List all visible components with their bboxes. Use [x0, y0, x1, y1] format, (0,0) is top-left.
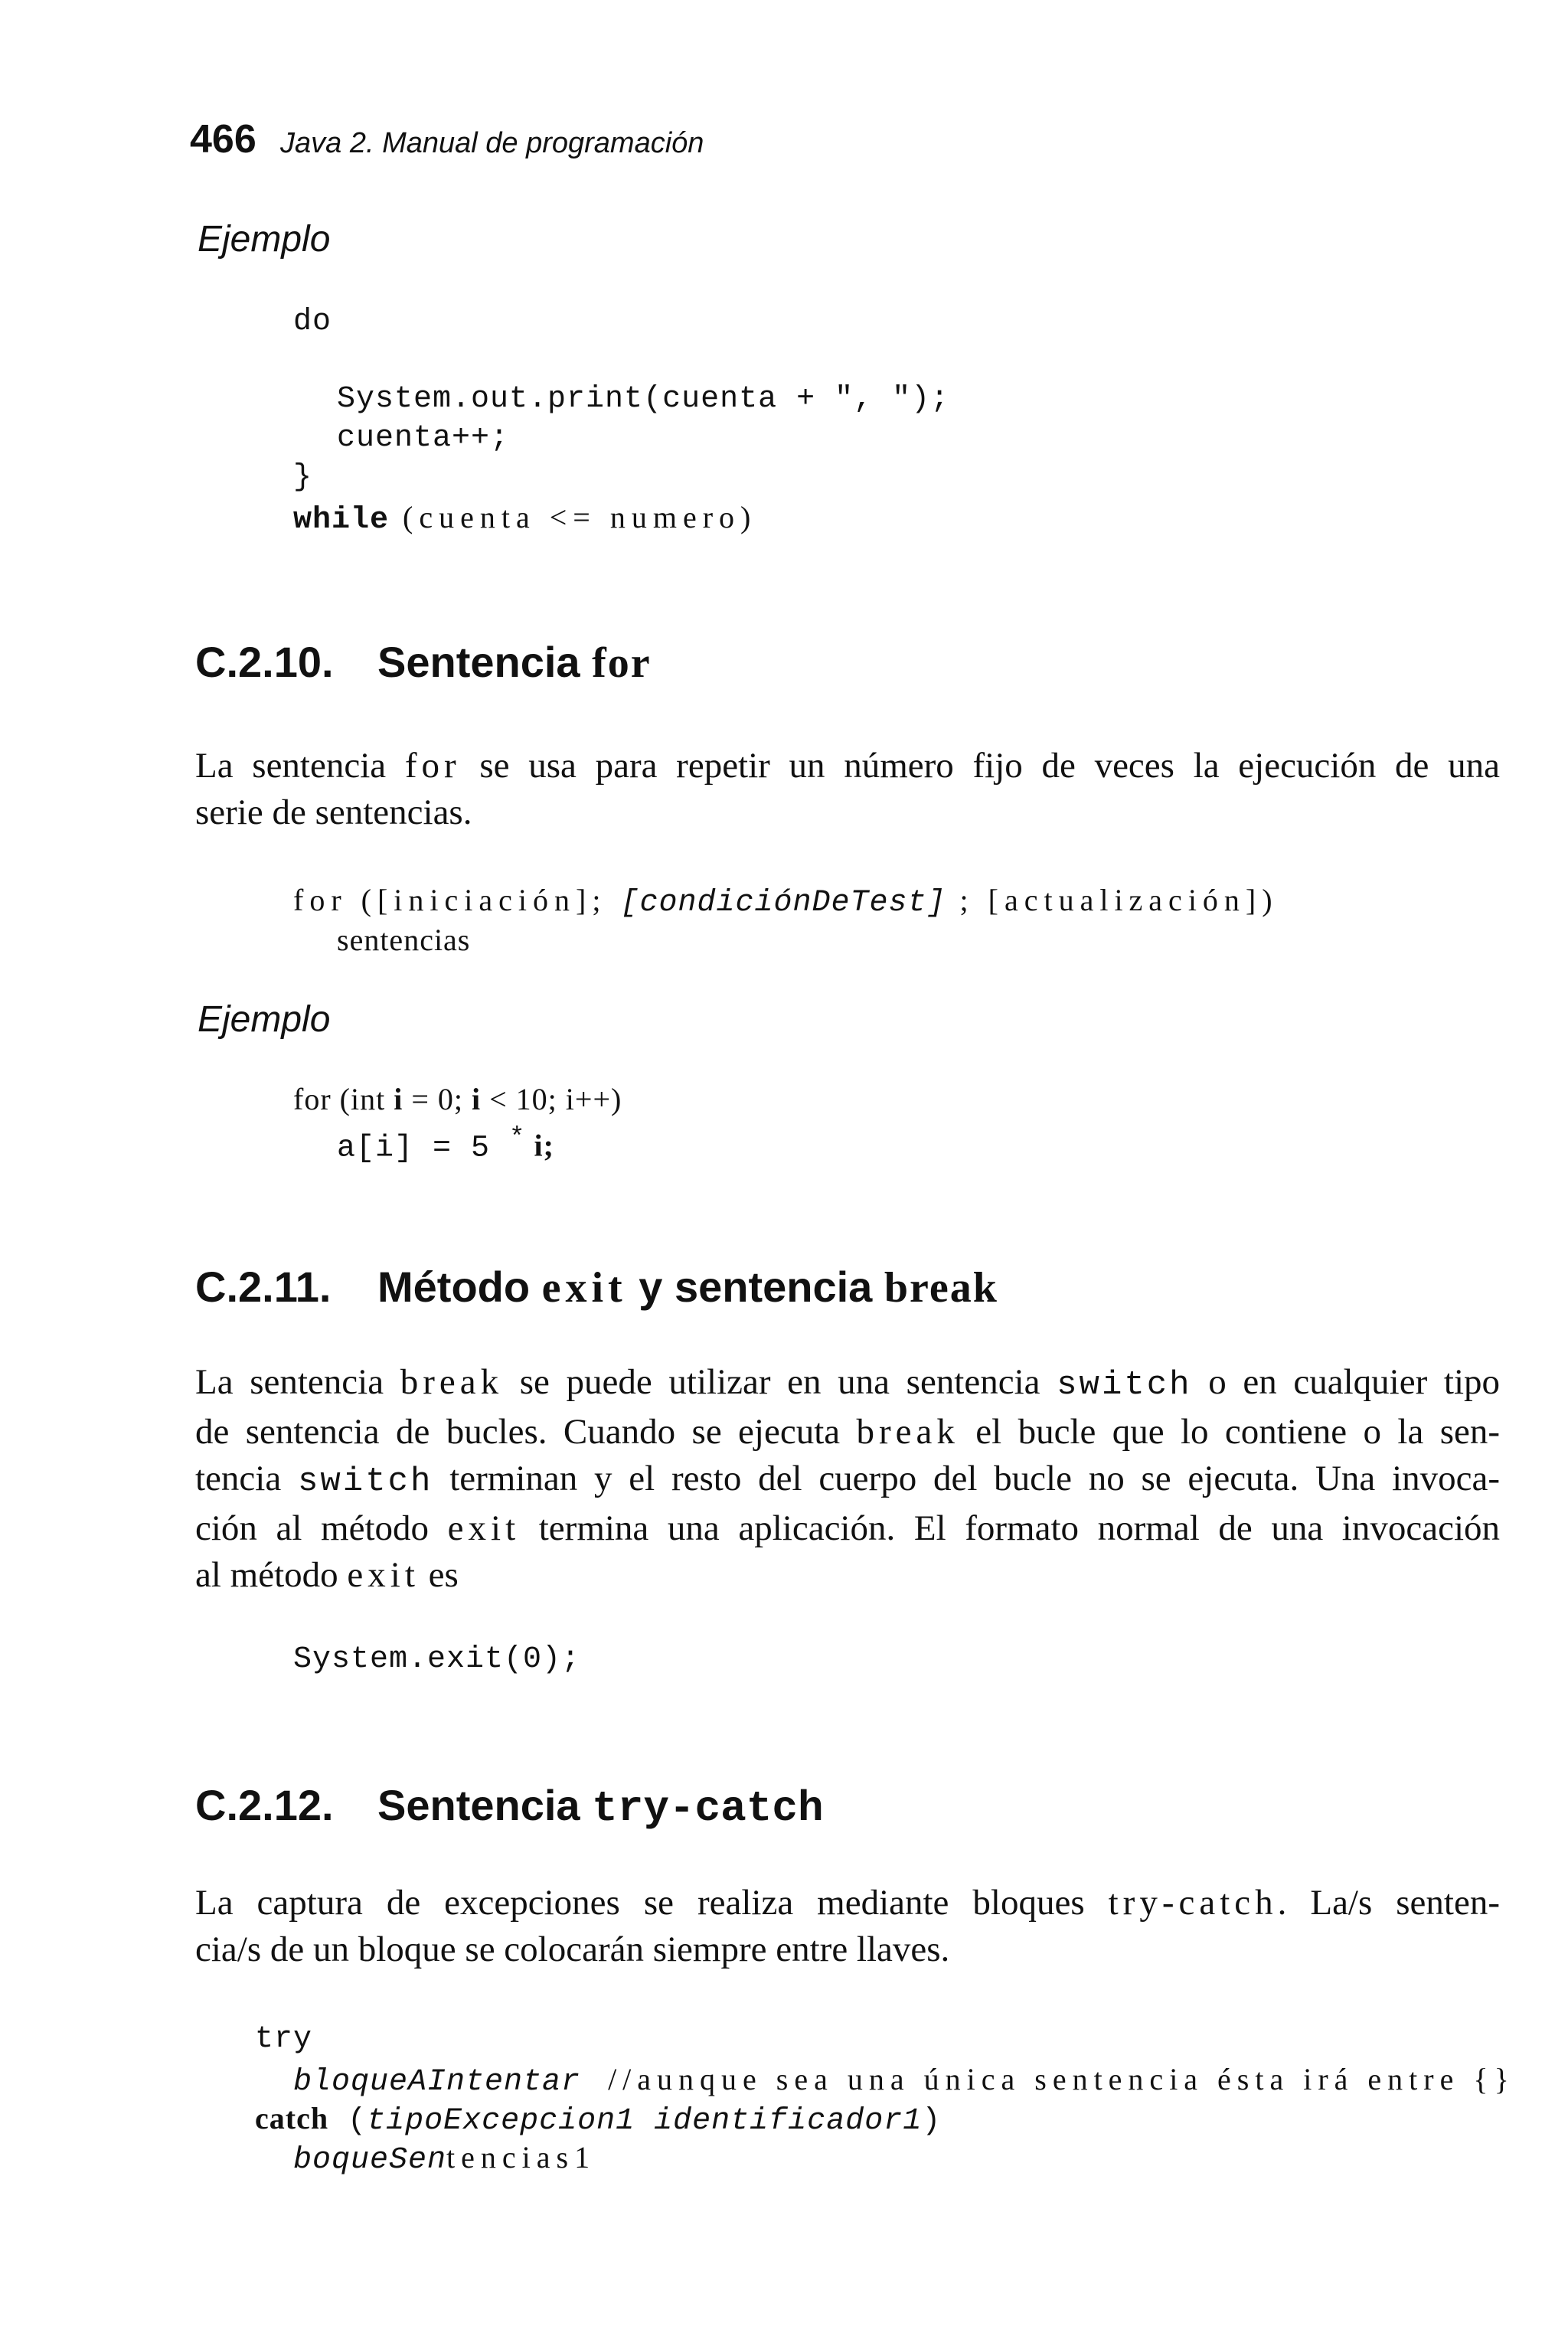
paragraph-exit: [195, 1359, 1500, 1599]
section-keyword: exit: [541, 1264, 627, 1312]
code-line: a[i] = 5 * i;: [337, 1124, 554, 1166]
paragraph-line: serie de sentencias.: [195, 792, 472, 832]
section-keyword: break: [884, 1264, 998, 1312]
section-keyword: try-catch: [592, 1784, 824, 1833]
code-line: boqueSentencias1: [293, 2140, 596, 2178]
section-number: C.2.12.: [195, 1781, 334, 1829]
paragraph-line: ción al método exit termina una aplicación. El formato normal de una invocación: [195, 1508, 1500, 1548]
section-title: y sentencia: [626, 1263, 884, 1311]
section-number: C.2.10.: [195, 638, 334, 686]
example-label: Ejemplo: [198, 219, 331, 260]
paragraph-for: [195, 743, 1500, 836]
code-line: System.out.print(cuenta + ", ");: [337, 382, 950, 417]
section-title: Método: [377, 1263, 542, 1311]
page-number: 466: [190, 117, 256, 162]
running-title: Java 2. Manual de programación: [280, 127, 704, 159]
section-keyword: for: [592, 639, 652, 687]
code-line: try: [255, 2022, 313, 2057]
example-label: Ejemplo: [198, 999, 331, 1040]
code-line: }: [293, 460, 313, 495]
code-line: bloqueAIntentar //aunque sea una única sentencia ésta irá entre {}: [293, 2062, 1515, 2099]
paragraph-line: La sentencia break se puede utilizar en una sentencia switch o en cualquier tipo: [195, 1362, 1500, 1404]
section-heading-try-catch: [195, 1780, 824, 1833]
paragraph-line: La captura de excepciones se realiza mediante bloques try-catch. La/s senten-: [195, 1883, 1500, 1923]
paragraph-line: La sentencia for se usa para repetir un número fijo de veces la ejecución de una: [195, 746, 1500, 786]
paragraph-line: cia/s de un bloque se colocarán siempre entre llaves.: [195, 1929, 950, 1969]
code-line: catch (tipoExcepcion1 identificador1): [255, 2101, 942, 2139]
section-heading-for: [195, 637, 652, 688]
code-line: for ([iniciación]; [condiciónDeTest] ; [actualización]): [293, 883, 1279, 920]
code-line: cuenta++;: [337, 421, 510, 456]
code-line: for (int i = 0; i < 10; i++): [293, 1082, 622, 1116]
keyword: while: [293, 503, 390, 538]
paragraph-try-catch: [195, 1880, 1500, 1973]
section-title: Sentencia: [377, 1781, 593, 1829]
paragraph-line: de sentencia de bucles. Cuando se ejecuta break el bucle que lo contiene o la sen-: [195, 1412, 1501, 1452]
section-title: Sentencia: [377, 638, 593, 686]
code-line: [293, 498, 756, 540]
section-number: C.2.11.: [195, 1263, 332, 1311]
section-heading-exit: [195, 1262, 998, 1312]
paragraph-line: al método exit es: [195, 1555, 459, 1595]
paragraph-line: tencia switch terminan y el resto del cuerpo del bucle no se ejecuta. Una invoca-: [195, 1459, 1501, 1501]
code-line-system-exit: System.exit(0);: [293, 1642, 581, 1677]
code-line: sentencias: [337, 923, 471, 957]
code-line: do: [293, 305, 332, 339]
code-text: (cuenta <= numero): [389, 500, 757, 534]
